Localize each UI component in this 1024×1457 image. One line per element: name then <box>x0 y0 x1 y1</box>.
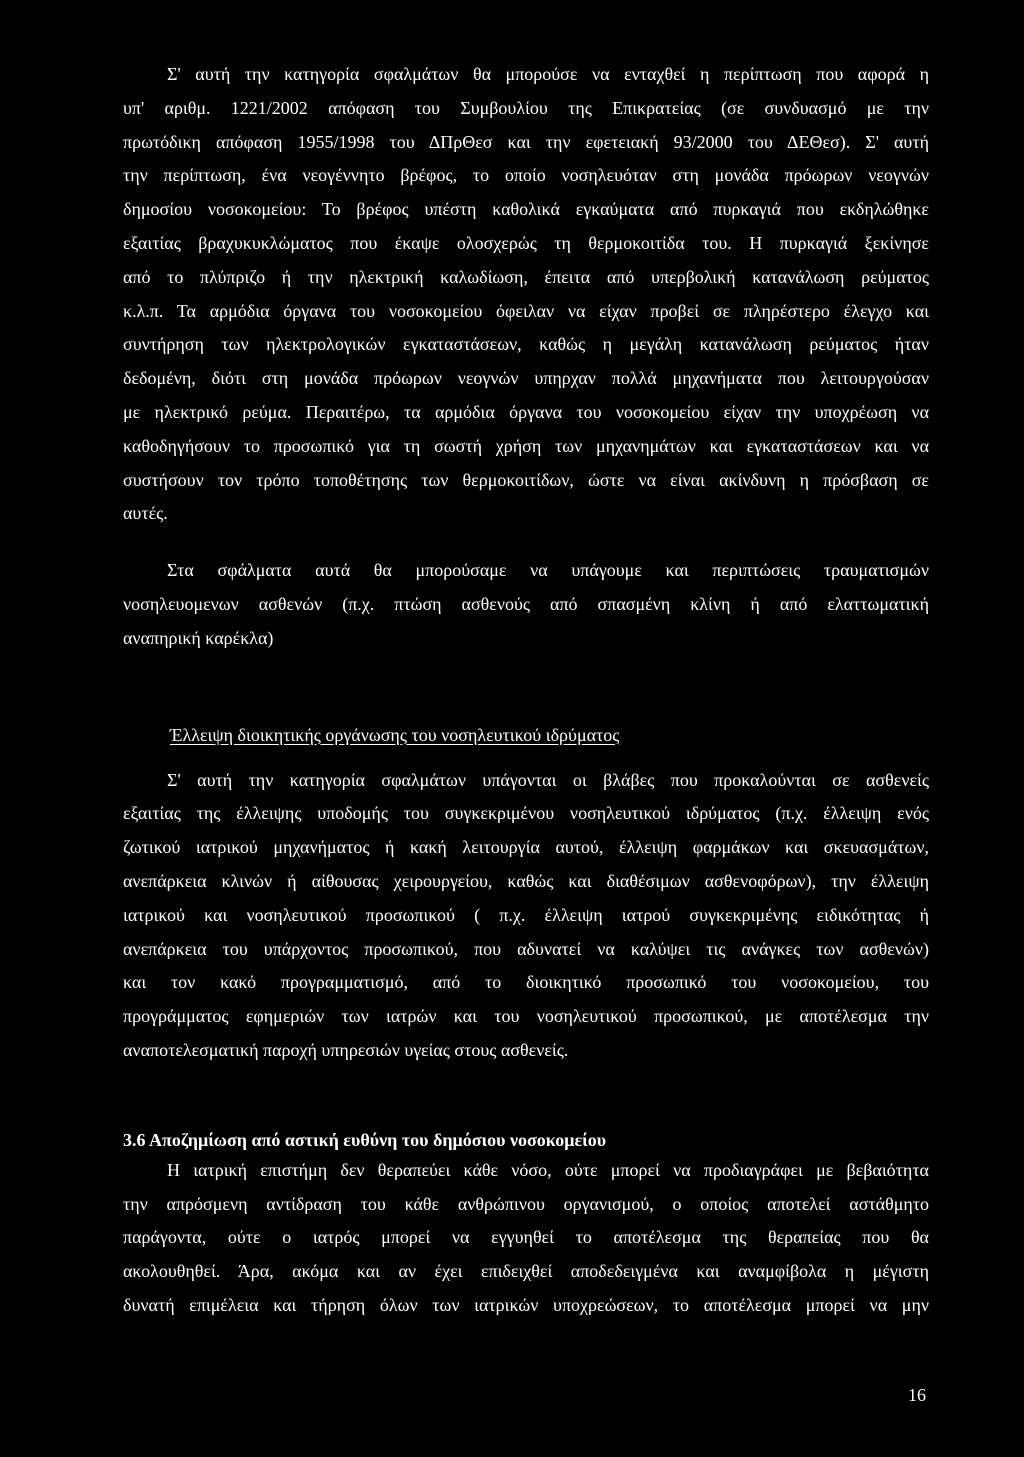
text-line: από το πλύπριζο ή την ηλεκτρική καλωδίωση, έπειτα από υπερβολική κατανάλωση ρεύματος <box>123 266 929 287</box>
paragraph-3 <box>123 764 929 1068</box>
text-line: κ.λ.π. Τα αρμόδια όργανα του νοσοκομείου όφειλαν να είχαν προβεί σε πληρέστερο έλεγχο και <box>123 300 929 321</box>
text-line: ιατρικού και νοσηλευτικού προσωπικού ( π.χ. έλλειψη ιατρού συγκεκριμένης ειδικότητας ή <box>123 904 929 925</box>
text-line: δεδομένη, διότι στη μονάδα πρόωρων νεογνών υπηρχαν πολλά μηχανήματα που λειτουργούσαν <box>123 368 929 389</box>
text-line: την απρόσμενη αντίδραση του κάθε ανθρώπινου οργανισμού, ο οποίος αποτελεί αστάθμητο <box>123 1193 929 1214</box>
document-page <box>123 58 929 1323</box>
text-line: Σ' αυτή την κατηγορία σφαλμάτων θα μπορούσε να ενταχθεί η περίπτωση που αφορά η <box>167 64 929 84</box>
paragraph-2 <box>123 554 929 655</box>
text-line: ακολουθηθεί. Άρα, ακόμα και αν έχει επιδειχθεί αποδεδειγμένα και αναμφίβολα η μέγιστη <box>123 1261 929 1282</box>
text-line: προγράμματος εφημεριών των ιατρών και του νοσηλευτικού προσωπικού, με αποτέλεσμα την <box>123 1006 929 1027</box>
text-line: συστήσουν τον τρόπο τοποθέτησης των θερμοκοιτίδων, ώστε να είναι ακίνδυνη η πρόσβαση σε <box>123 469 929 490</box>
text-line: ζωτικού ιατρικού μηχανήματος ή κακή λειτουργία αυτού, έλλειψη φαρμάκων και σκευασμάτων, <box>123 837 929 858</box>
text-line: δυνατή επιμέλεια και τήρηση όλων των ιατρικών υποχρεώσεων, το αποτέλεσμα μπορεί να μην <box>123 1294 929 1315</box>
text-line: δημοσίου νοσοκομείου: Το βρέφος υπέστη καθολικά εγκαύματα από πυρκαγιά που εκδηλώθηκε <box>123 199 929 220</box>
text-line: αναποτελεσματική παροχή υπηρεσιών υγείας στους ασθενείς. <box>123 1039 569 1060</box>
text-line: υπ' αριθμ. 1221/2002 απόφαση του Συμβουλίου της Επικρατείας (σε συνδυασμό με την <box>123 97 929 118</box>
text-line: συντήρηση των ηλεκτρολογικών εγκαταστάσεων, καθώς η μεγάλη κατανάλωση ρεύματος ήταν <box>123 334 929 355</box>
text-line: νοσηλευομενων ασθενών (π.χ. πτώση ασθενούς από σπασμένη κλίνη ή από ελαττωματική <box>123 593 929 614</box>
text-line: αυτές. <box>123 503 168 524</box>
text-line: παράγοντα, ούτε ο ιατρός μπορεί να εγγυηθεί το αποτέλεσμα της θεραπείας που θα <box>123 1227 929 1248</box>
text-line: αναπηρική καρέκλα) <box>123 627 274 648</box>
page-number: 16 <box>908 1385 926 1405</box>
text-line: Στα σφάλματα αυτά θα μπορούσαμε να υπάγουμε και περιπτώσεις τραυματισμών <box>167 560 929 581</box>
text-line: με ηλεκτρικό ρεύμα. Περαιτέρω, τα αρμόδια όργανα του νοσοκομείου είχαν την υποχρέωση να <box>123 401 929 422</box>
text-line: Η ιατρική επιστήμη δεν θεραπεύει κάθε νόσο, ούτε μπορεί να προδιαγράφει με βεβαιότητα <box>167 1159 929 1180</box>
section-heading-underlined: Έλλειψη διοικητικής οργάνωσης του νοσηλευτικού ιδρύματος <box>170 724 620 745</box>
text-line: εξαιτίας της έλλειψης υποδομής του συγκεκριμένου νοσηλευτικού ιδρύματος (π.χ. έλλειψη ενός <box>123 803 929 824</box>
text-line: Σ' αυτή την κατηγορία σφαλμάτων υπάγονται οι βλάβες που προκαλούνται σε ασθενείς <box>167 769 929 790</box>
section-heading-bold: 3.6 Αποζημίωση από αστική ευθύνη του δημόσιου νοσοκομείου <box>123 1129 607 1150</box>
paragraph-4 <box>123 1154 929 1323</box>
text-line: καθοδηγήσουν το προσωπικό για τη σωστή χρήση των μηχανημάτων και εγκαταστάσεων και να <box>123 435 929 456</box>
text-line: εξαιτίας βραχυκυκλώματος που έκαψε ολοσχερώς τη θερμοκοιτίδα του. Η πυρκαγιά ξεκίνησε <box>123 232 929 253</box>
text-line: πρωτόδικη απόφαση 1955/1998 του ΔΠρΘεσ και την εφετειακή 93/2000 του ΔΕΘεσ). Σ' αυτή <box>123 131 929 152</box>
text-line: την περίπτωση, ένα νεογέννητο βρέφος, το οποίο νοσηλευόταν στη μονάδα πρόωρων νεογνών <box>123 165 929 186</box>
text-line: ανεπάρκεια κλινών ή αίθουσας χειρουργείου, καθώς και διαθέσιμων ασθενοφόρων), την έλλειψη <box>123 870 929 891</box>
paragraph-1 <box>123 58 929 531</box>
text-line: ανεπάρκεια του υπάρχοντος προσωπικού, που αδυνατεί να καλύψει τις ανάγκες των ασθενών) <box>123 938 929 959</box>
text-line: και τον κακό προγραμματισμό, από το διοικητικό προσωπικό του νοσοκομείου, του <box>123 972 929 993</box>
